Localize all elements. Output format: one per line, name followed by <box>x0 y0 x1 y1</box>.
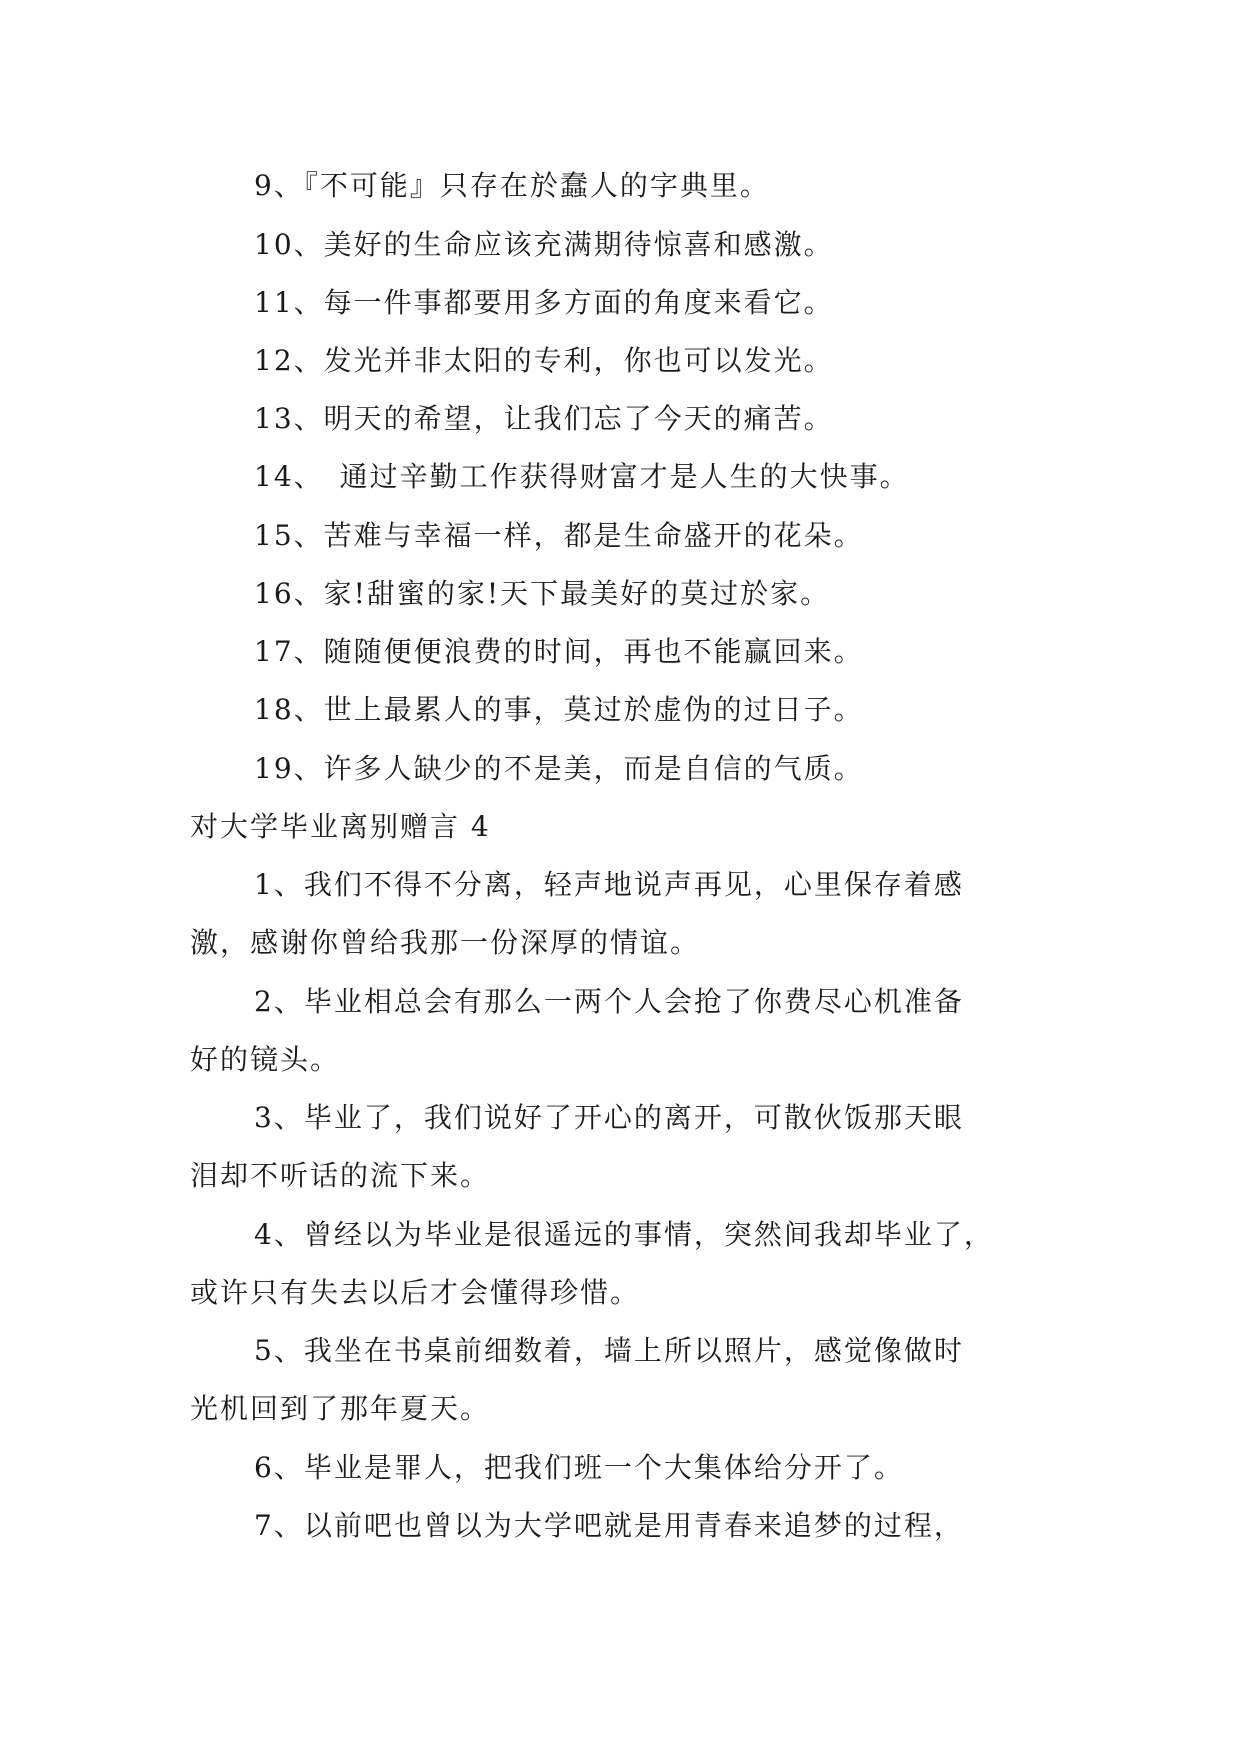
list-item-continuation: 泪却不听话的流下来。 <box>190 1159 491 1192</box>
list-item: 5、我坐在书桌前细数着，墙上所以照片，感觉像做时 <box>254 1334 964 1367</box>
list-item: 4、曾经以为毕业是很遥远的事情，突然间我却毕业了， <box>254 1218 994 1251</box>
list-item: 7、以前吧也曾以为大学吧就是用青春来追梦的过程， <box>254 1509 964 1542</box>
list-item: 13、明天的希望，让我们忘了今天的痛苦。 <box>254 402 834 435</box>
list-item: 12、发光并非太阳的专利，你也可以发光。 <box>254 344 834 377</box>
list-item: 17、随随便便浪费的时间，再也不能赢回来。 <box>254 635 864 668</box>
list-item: 18、世上最累人的事，莫过於虚伪的过日子。 <box>254 693 864 726</box>
list-item: 2、毕业相总会有那么一两个人会抢了你费尽心机准备 <box>254 985 964 1018</box>
list-item-continuation: 好的镜头。 <box>190 1043 341 1076</box>
list-item: 10、美好的生命应该充满期待惊喜和感激。 <box>254 228 834 261</box>
list-item: 6、毕业是罪人，把我们班一个大集体给分开了。 <box>254 1451 904 1484</box>
list-item: 1、我们不得不分离，轻声地说声再见，心里保存着感 <box>254 868 964 901</box>
list-item: 9、『不可能』只存在於蠢人的字典里。 <box>254 169 770 202</box>
list-item: 3、毕业了，我们说好了开心的离开，可散伙饭那天眼 <box>254 1101 964 1134</box>
list-item: 19、许多人缺少的不是美，而是自信的气质。 <box>254 752 864 785</box>
list-item: 15、苦难与幸福一样，都是生命盛开的花朵。 <box>254 519 864 552</box>
list-item-continuation: 或许只有失去以后才会懂得珍惜。 <box>190 1276 641 1309</box>
list-item: 11、每一件事都要用多方面的角度来看它。 <box>254 286 834 319</box>
list-item: 16、家!甜蜜的家!天下最美好的莫过於家。 <box>254 577 831 610</box>
section-heading: 对大学毕业离别赠言 4 <box>190 810 491 843</box>
list-item-continuation: 光机回到了那年夏天。 <box>190 1392 491 1425</box>
list-item: 14、 通过辛勤工作获得财富才是人生的大快事。 <box>254 460 910 493</box>
list-item-continuation: 激，感谢你曾给我那一份深厚的情谊。 <box>190 926 701 959</box>
